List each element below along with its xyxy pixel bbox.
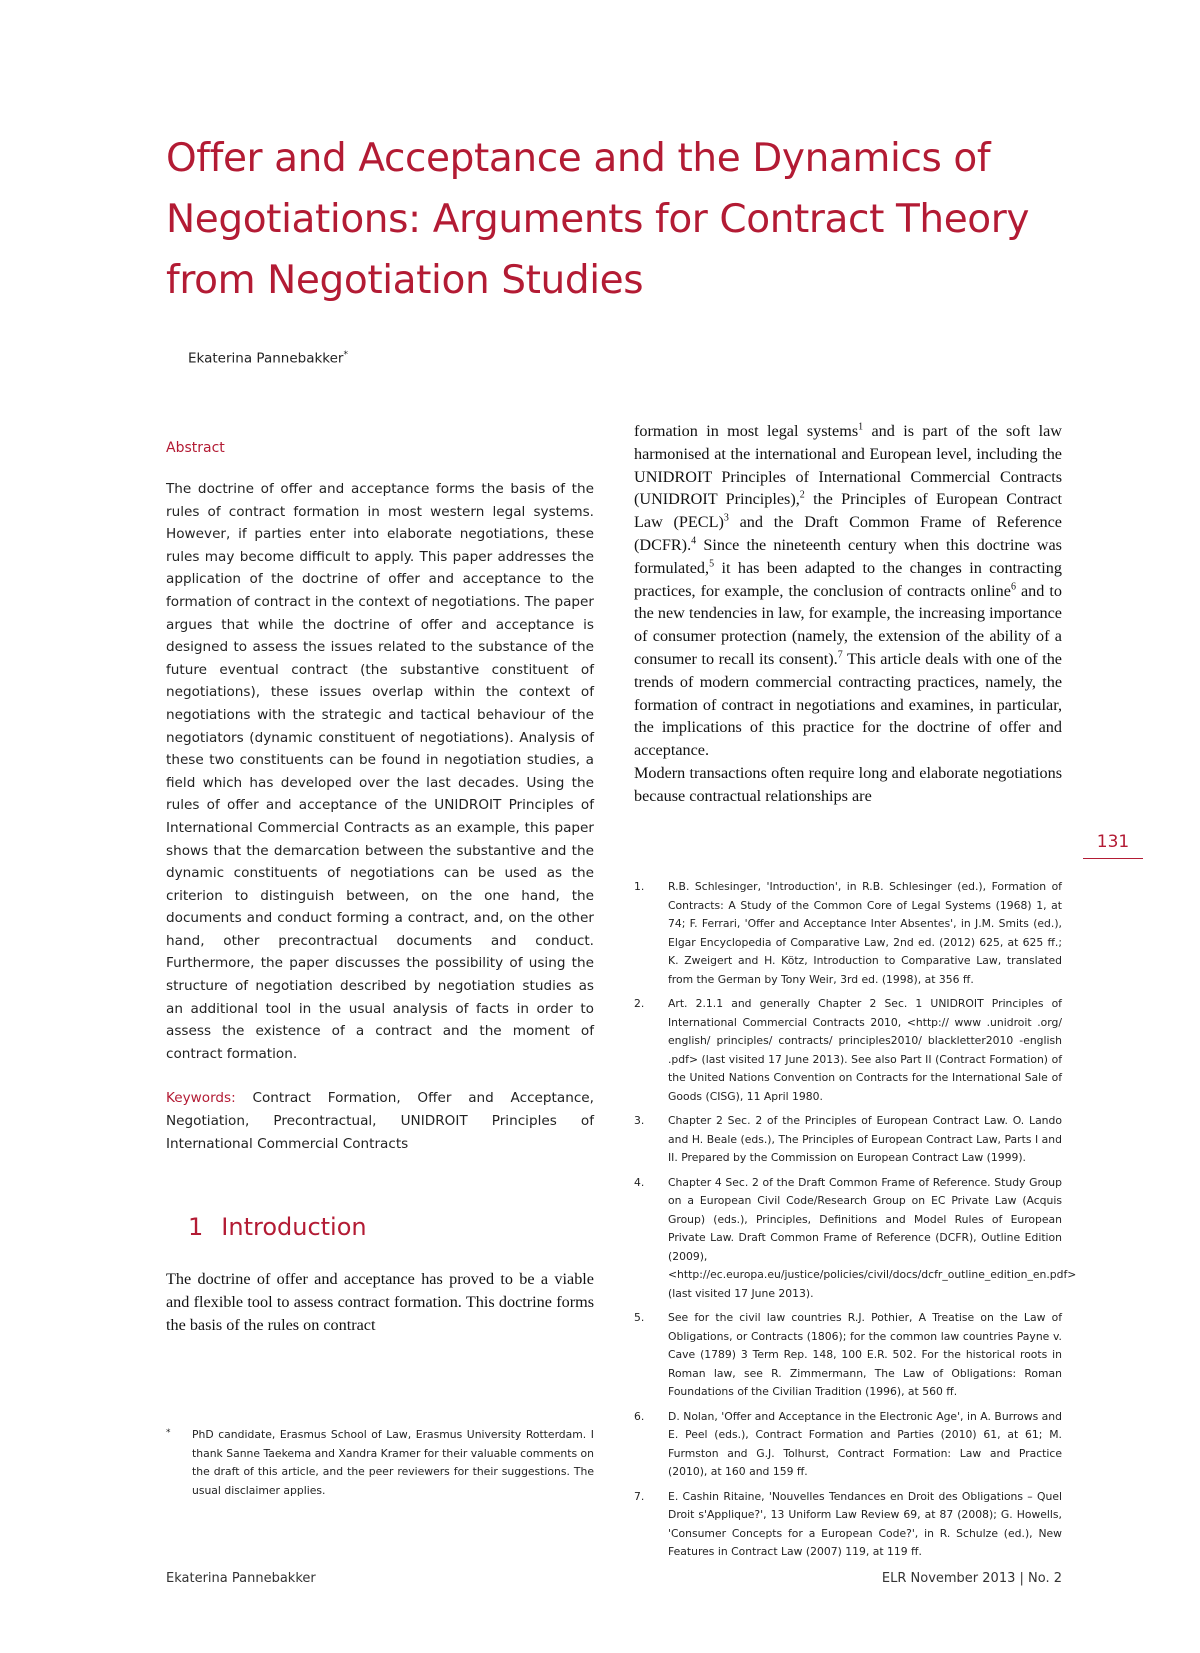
footer-author: Ekaterina Pannebakker xyxy=(166,1571,316,1586)
article-title xyxy=(166,128,1096,311)
text-run: This article deals with one of the trends of modern commercial contracting practices, namely, the formation of contract in negotiations and examines, in particular, the implications of this practice for the doctrine of offer and acceptance. xyxy=(634,649,1062,760)
text-run: Since the nineteenth century when this doctrine was formulated, xyxy=(634,535,1062,577)
right-column-text xyxy=(634,420,1062,808)
footnote-number: 7. xyxy=(634,1489,645,1503)
author-byline xyxy=(188,350,348,367)
footnote-item xyxy=(634,1174,1077,1304)
section-heading-introduction xyxy=(188,1213,367,1241)
text-run: it has been adapted to the changes in contracting practices, for example, the conclusion of contracts online xyxy=(634,558,1062,600)
abstract-heading: Abstract xyxy=(166,440,225,456)
footnote-item xyxy=(634,878,1062,989)
footnote-number: 1. xyxy=(634,880,645,893)
footnote-text: E. Cashin Ritaine, 'Nouvelles Tendances en Droit des Obligations – Quel Droit s'Applique?', 13 Uniform Law Review 69, at 87 (2008); G. Howells, 'Consumer Concepts for a European Code?', in R. Schulze (ed.), New Features in Contract Law (2007) 119, at 119 ff. xyxy=(668,1489,1062,1558)
title-line-3: from Negotiation Studies xyxy=(166,258,644,303)
left-column xyxy=(166,440,594,1155)
footer-journal-issue: ELR November 2013 | No. 2 xyxy=(881,1571,1062,1586)
footnote-item xyxy=(634,1309,1062,1402)
title-line-2: Negotiations: Arguments for Contract Theory xyxy=(166,197,1030,242)
author-footnote-text: PhD candidate, Erasmus School of Law, Erasmus University Rotterdam. I thank Sanne Taekema and Xandra Kramer for their valuable comments on the draft of this article, and the peer reviewers for their suggestions. The usual disclaimer applies. xyxy=(192,1428,594,1497)
footnote-ref-1[interactable]: 1 xyxy=(858,421,864,433)
section-title: Introduction xyxy=(221,1213,367,1241)
keywords-text: Contract Formation, Offer and Acceptance, Negotiation, Precontractual, UNIDROIT Principles of International Commercial Contracts xyxy=(166,1090,594,1152)
footnote-text: Art. 2.1.1 and generally Chapter 2 Sec. 1 UNIDROIT Principles of International Commercial Contracts 2010, <http:// www .unidroit .org/ english/ principles/ contracts/ principles2010/ blackletter2010 -english .pdf> (last visited 17 June 2013). See also Part II (Contract Formation) of the United Nations Convention on Contracts for the International Sale of Goods (CISG), 11 April 1980. xyxy=(668,997,1062,1103)
footnote-ref-2[interactable]: 2 xyxy=(799,490,805,501)
footnote-ref-7[interactable]: 7 xyxy=(837,649,843,661)
section-number: 1 xyxy=(188,1213,204,1241)
text-run: formation in most legal systems xyxy=(634,422,859,440)
text-run: and to the new tendencies in law, for example, the increasing importance of consumer protection (namely, the extension of the ability of a consumer to recall its consent). xyxy=(634,581,1062,668)
author-name: Ekaterina Pannebakker xyxy=(188,350,344,367)
page-number-rule xyxy=(1083,858,1143,859)
footnote-item xyxy=(634,1112,1062,1168)
footnote-ref-3[interactable]: 3 xyxy=(723,512,729,524)
text-run: and the Draft Common Frame of Reference (DCFR). xyxy=(634,513,1062,554)
footnote-text: D. Nolan, 'Offer and Acceptance in the Electronic Age', in A. Burrows and E. Peel (eds.), Contract Formation and Parties (2010) 61, at 61; M. Furmston and G.J. Tolhurst, Contract Formation: Law and Practice (2010), at 160 and 159 ff. xyxy=(668,1409,1062,1478)
author-footnote-mark: * xyxy=(166,1428,171,1438)
footnote-item xyxy=(634,1408,1062,1482)
footnote-item xyxy=(634,1488,1062,1562)
footnote-ref-6[interactable]: 6 xyxy=(1010,581,1016,593)
keywords xyxy=(166,1087,594,1155)
abstract-body: The doctrine of offer and acceptance forms the basis of the rules of contract formation in most western legal systems. However, if parties enter into elaborate negotiations, these rules may become difficult to apply. This paper addresses the application of the doctrine of offer and acceptance to the formation of contract in the context of negotiations. The paper argues that while the doctrine of offer and acceptance is designed to assess the issues related to the substance of the future eventual contract (the substantive constituent of negotiations), these issues overlap within the context of negotiations with the strategic and tactical behaviour of the negotiators (dynamic constituent of negotiations). Analysis of these two constituents can be found in negotiation studies, a field which has developed over the last decades. Using the rules of offer and acceptance of the UNIDROIT Principles of International Commercial Contracts as an example, this paper shows that the demarcation between the substantive and the dynamic constituents of negotiations can be used as the criterion to distinguish between, on the one hand, the documents and conduct forming a contract, and, on the other hand, other precontractual documents and conduct. Furthermore, the paper discusses the possibility of using the structure of negotiation described by negotiation studies as an additional tool in the usual analysis of facts in order to assess the existence of a contract and the moment of contract formation. xyxy=(166,481,594,1062)
title-line-1: Offer and Acceptance and the Dynamics of xyxy=(166,136,991,181)
footnote-ref-5[interactable]: 5 xyxy=(709,558,715,570)
text-run: and is part of the soft law harmonised at the international and European level, including the UNIDROIT Principles of International Commercial Contracts (UNIDROIT Principles), xyxy=(634,422,1062,509)
footnote-number: 4. xyxy=(634,1175,645,1189)
footnote-text: Chapter 4 Sec. 2 of the Draft Common Frame of Reference. Study Group on a European Civil Code/Research Group on EC Private Law (Acquis Group) (eds.), Principles, Definitions and Model Rules of European Private Law. Draft Common Frame of Reference (DCFR), Outline Edition (2009), <http://ec.europa.eu/justice/policies/civil/docs/dcfr_outline_edition_en.pdf> (last visited 17 June 2013). xyxy=(668,1175,1077,1300)
footnote-text: R.B. Schlesinger, 'Introduction', in R.B. Schlesinger (ed.), Formation of Contracts: A Study of the Common Core of Legal Systems (1968) 1, at 74; F. Ferrari, 'Offer and Acceptance Inter Absentes', in J.M. Smits (ed.), Elgar Encyclopedia of Comparative Law, 2nd ed. (2012) 625, at 625 ff.; K. Zweigert and H. Kötz, Introduction to Comparative Law, translated from the German by Tony Weir, 3rd ed. (1998), at 356 ff. xyxy=(668,880,1062,986)
page-number: 131 xyxy=(1096,832,1130,852)
footnote-item xyxy=(634,995,1062,1106)
footnote-ref-4[interactable]: 4 xyxy=(691,535,697,547)
author-footnote xyxy=(166,1426,594,1500)
text-run: the Principles of European Contract Law (PECL) xyxy=(634,490,1062,532)
keywords-label: Keywords: xyxy=(166,1090,236,1107)
footnote-text: See for the civil law countries R.J. Pothier, A Treatise on the Law of Obligations, or Contracts (1806); for the common law countries Payne v. Cave (1789) 3 Term Rep. 148, 100 E.R. 502. For the historical roots in Roman law, see R. Zimmermann, The Law of Obligations: Roman Foundations of the Civilian Tradition (1996), at 560 ff. xyxy=(668,1311,1062,1398)
footnote-text: Chapter 2 Sec. 2 of the Principles of European Contract Law. O. Lando and H. Beale (eds.), The Principles of European Contract Law, Parts I and II. Prepared by the Commission on European Contract Law (1999). xyxy=(668,1114,1062,1164)
paragraph-2: Modern transactions often require long and elaborate negotiations because contractual relationships are xyxy=(634,763,1062,805)
footnote-number: 3. xyxy=(634,1114,645,1127)
footnote-number: 2. xyxy=(634,997,645,1010)
footnote-number: 5. xyxy=(634,1311,645,1324)
author-mark: * xyxy=(343,350,348,360)
footnote-list xyxy=(634,878,1077,1568)
footnote-number: 6. xyxy=(634,1409,645,1423)
introduction-text: The doctrine of offer and acceptance has proved to be a viable and flexible tool to assess contract formation. This doctrine forms the basis of the rules on contract xyxy=(166,1270,594,1334)
